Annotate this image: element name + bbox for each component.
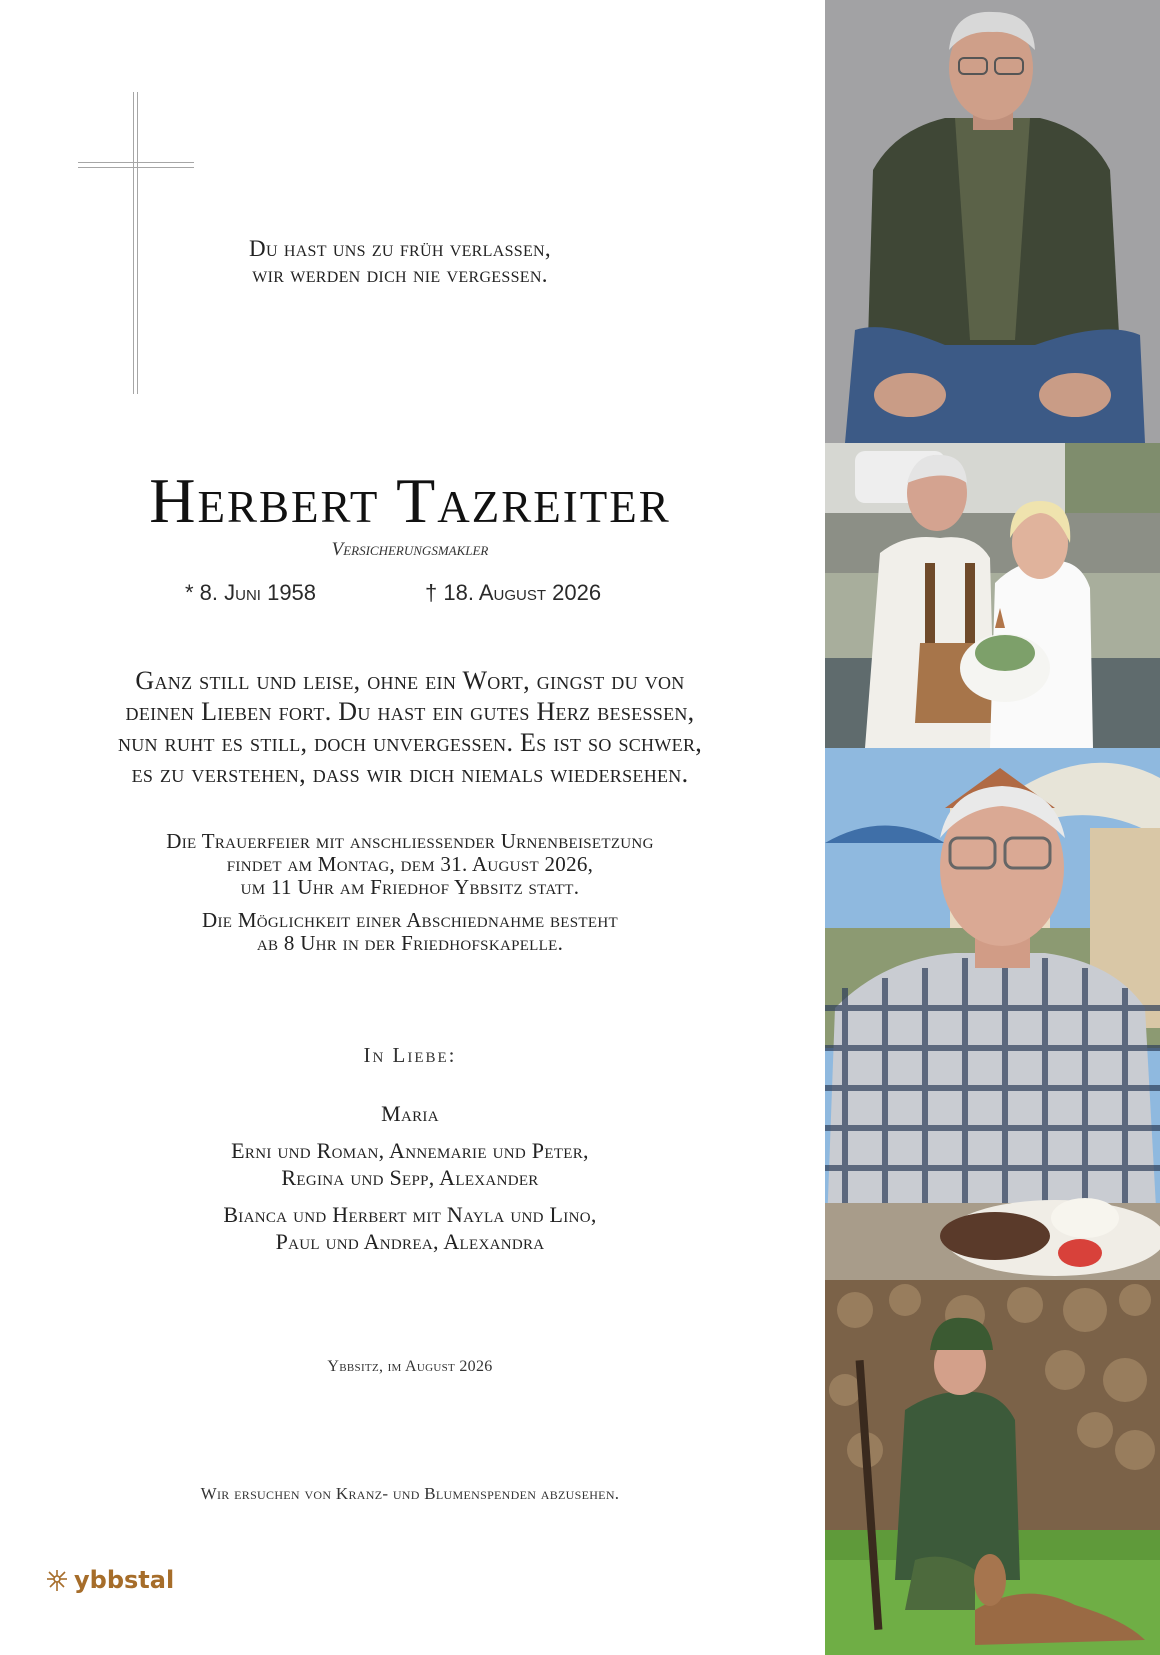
poem	[30, 665, 790, 789]
donation-note: Wir ersuchen von Kranz- und Blumenspenden abzusehen.	[200, 1484, 620, 1503]
couple-photo	[825, 443, 1160, 748]
poem-line: es zu verstehen, dass wir dich niemals wiedersehen.	[131, 759, 689, 788]
place-date: Ybbsitz, im August 2026	[327, 1358, 493, 1375]
logo-text: ybbstal	[74, 1566, 175, 1594]
motto-line: Du hast uns zu früh verlassen,	[249, 236, 551, 261]
family-line: Paul und Andrea, Alexandra	[275, 1229, 545, 1254]
family-line: Maria	[381, 1101, 439, 1126]
service-line: Die Trauerfeier mit anschliessender Urnenbeisetzung	[166, 829, 654, 853]
poem-line: deinen Lieben fort. Du hast ein gutes Herz besessen,	[125, 697, 695, 726]
hunting-photo	[825, 1280, 1160, 1655]
family-line: Erni und Roman, Annemarie und Peter,	[231, 1138, 589, 1163]
death-date: † 18. August 2026	[425, 580, 602, 605]
ybbstal-logo	[44, 1566, 174, 1594]
birth-date: * 8. Juni 1958	[185, 580, 317, 605]
service-info	[40, 830, 780, 955]
farewell-line: Die Möglichkeit einer Abschiednahme besteht	[202, 908, 618, 932]
poem-line: Ganz still und leise, ohne ein Wort, gingst du von	[135, 666, 685, 695]
service-line: um 11 Uhr am Friedhof Ybbsitz statt.	[240, 875, 580, 899]
family-title: In Liebe:	[363, 1043, 457, 1067]
photo-column	[825, 0, 1160, 1655]
family-line: Bianca und Herbert mit Nayla und Lino,	[223, 1202, 597, 1227]
dandelion-icon	[44, 1567, 70, 1593]
service-line: findet am Montag, dem 31. August 2026,	[226, 852, 594, 876]
family-list	[40, 1100, 780, 1255]
motto-line: wir werden dich nie vergessen.	[252, 262, 548, 287]
motto	[210, 236, 590, 288]
poem-line: nun ruht es still, doch unvergessen. Es ist so schwer,	[117, 728, 703, 757]
deceased-name: Herbert Tazreiter	[149, 465, 671, 536]
dining-photo	[825, 748, 1160, 1280]
portrait-photo	[825, 0, 1160, 443]
farewell-line: ab 8 Uhr in der Friedhofskapelle.	[256, 931, 564, 955]
family-line: Regina und Sepp, Alexander	[281, 1165, 539, 1190]
deceased-profession: Versicherungsmakler	[331, 539, 489, 560]
